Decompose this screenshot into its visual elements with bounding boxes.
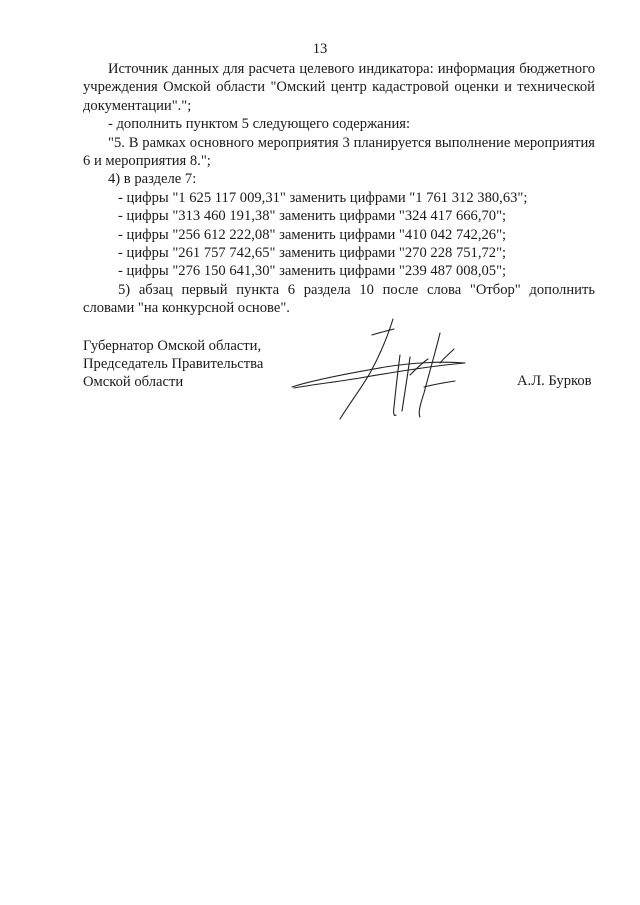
replacement-line: - цифры "1 625 117 009,31" заменить цифрами "1 761 312 380,63"; bbox=[118, 189, 528, 206]
document-body bbox=[83, 60, 595, 318]
replacement-line: - цифры "261 757 742,65" заменить цифрами "270 228 751,72"; bbox=[118, 245, 507, 262]
paragraph-add-point-5: - дополнить пунктом 5 следующего содержания: bbox=[108, 116, 411, 133]
handwritten-signature bbox=[290, 315, 480, 425]
replacement-line: - цифры "276 150 641,30" заменить цифрами "239 487 008,05"; bbox=[118, 263, 507, 280]
signatory-title-line: Председатель Правительства bbox=[83, 356, 264, 372]
paragraph-section-10: 5) абзац первый пункта 6 раздела 10 после слова "Отбор" дополнить словами "на конкурсной основе". bbox=[83, 281, 595, 317]
page-number: 13 bbox=[312, 41, 328, 57]
replacement-line: - цифры "313 460 191,38" заменить цифрами "324 417 666,70"; bbox=[118, 208, 507, 225]
replacement-line: - цифры "256 612 222,08" заменить цифрами "410 042 742,26"; bbox=[118, 226, 507, 243]
signatory-name: А.Л. Бурков bbox=[517, 373, 592, 389]
paragraph-section-7: 4) в разделе 7: bbox=[108, 171, 197, 188]
signatory-title bbox=[83, 337, 263, 391]
signatory-title-line: Омской области bbox=[83, 374, 184, 390]
signatory-title-line: Губернатор Омской области, bbox=[83, 338, 262, 354]
paragraph-point-5-text: "5. В рамках основного мероприятия 3 планируется выполнение мероприятия 6 и мероприятия 8."; bbox=[83, 134, 595, 170]
paragraph-data-source: Источник данных для расчета целевого индикатора: информация бюджетного учреждения Омской области "Омский центр кадастровой оценки и технической документации"."; bbox=[83, 61, 595, 114]
